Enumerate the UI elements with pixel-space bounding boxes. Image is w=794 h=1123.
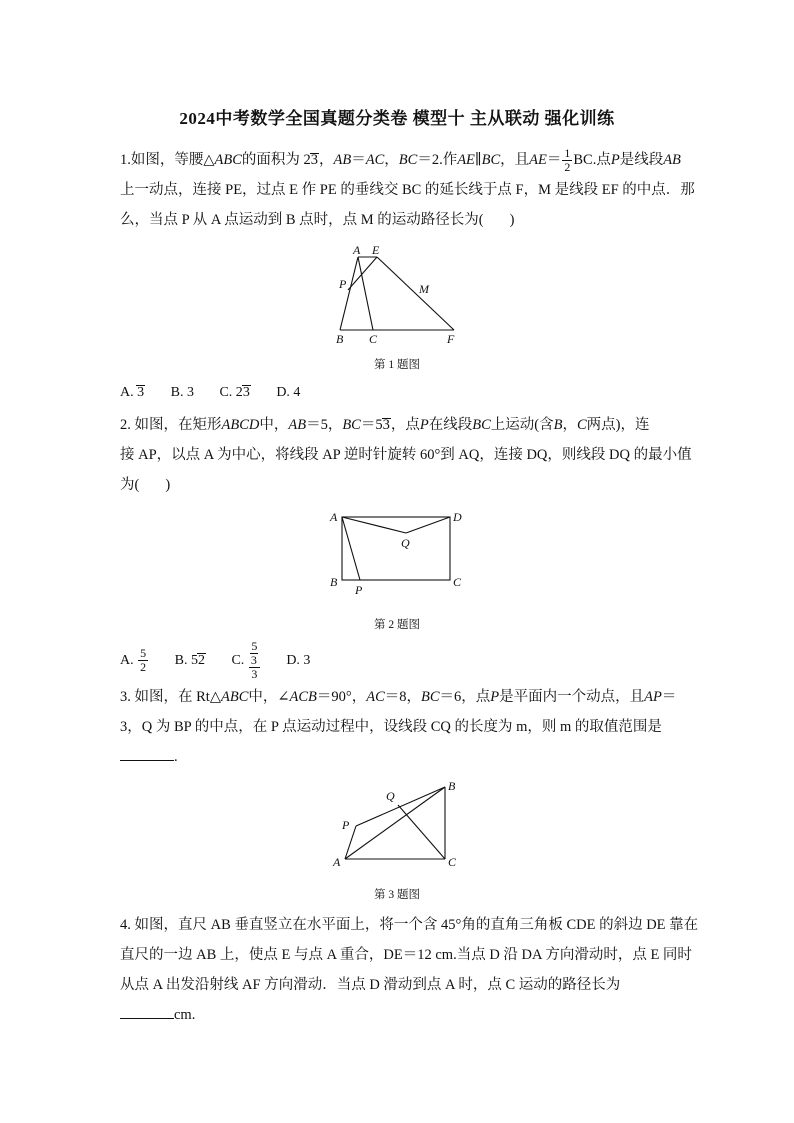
q3-label-A: A (333, 855, 341, 869)
q2-caption: 第 2 题图 (374, 619, 420, 631)
q3-line-2: 3，Q 为 BP 的中点，在 P 点运动过程中，设线段 CQ 的长度为 m，则 m 的取值范围是 (120, 719, 662, 735)
q2-label-A: A (330, 510, 338, 524)
q1-line-3: 么，当点 P 从 A 点运动到 B 点时，点 M 的运动路径长为( ) (120, 212, 515, 228)
q2-option-d[interactable]: D. 3 (286, 652, 311, 668)
q1-option-b[interactable]: B. 3 (170, 385, 194, 400)
q3-answer-blank[interactable] (120, 746, 174, 761)
q1-label-M: M (419, 282, 429, 296)
page-title: 2024中考数学全国真题分类卷 模型十 主从联动 强化训练 (179, 109, 615, 128)
q3-line-1: 3. 如图，在 Rt△ABC中，∠ACB＝90°，AC＝8，BC＝6，点P是平面内一个动点，且AP＝ (120, 689, 677, 705)
question-1-text (120, 145, 695, 235)
q1-option-a[interactable]: A. 3 (120, 385, 145, 400)
q1-option-c[interactable]: C. 23 (219, 385, 250, 400)
q2-option-a[interactable]: A. $\frac{5}{2}$ (120, 646, 147, 674)
q1-label-A: A (353, 243, 361, 257)
q1-option-d[interactable]: D. 4 (276, 385, 301, 400)
q3-caption: 第 3 题图 (374, 889, 420, 901)
q4-line-2: 直尺的一边 AB 上，使点 E 与点 A 重合，DE＝12 cm.当点 D 沿 DA 方向滑动时，点 E 同时 (120, 947, 692, 963)
q3-line-3: . (120, 742, 676, 772)
q4-answer-blank[interactable] (120, 1004, 174, 1019)
q3-label-C: C (448, 855, 457, 869)
q1-label-F: F (447, 332, 455, 346)
q2-label-D: D (453, 510, 462, 524)
q2-options (120, 640, 332, 681)
q1-label-C: C (369, 332, 378, 346)
q1-line-1: 1.如图，等腰△ABC的面积为 23，AB＝AC，BC＝2.作AE∥BC，且AE＝ $\frac{1}{2}$ BC.点P是线段AB (120, 146, 681, 175)
q3-label-P: P (342, 818, 350, 832)
question-4-text (120, 910, 699, 1030)
q4-line-3: 从点 A 出发沿射线 AF 方向滑动．当点 D 滑动到点 A 时，点 C 运动的路径长为 (120, 977, 621, 993)
q1-label-P: P (339, 277, 347, 291)
question-3-text (120, 682, 676, 772)
q2-label-P: P (355, 583, 363, 597)
q1-label-E: E (372, 243, 380, 257)
q1-line-2: 上一动点，连接 PE，过点 E 作 PE 的垂线交 BC 的延长线于点 F，M 是线段 EF 的中点．那 (120, 182, 695, 198)
q3-label-B: B (448, 779, 456, 793)
q3-label-Q: Q (386, 789, 395, 803)
q4-line-4: cm. (120, 1000, 676, 1030)
question-2-text (120, 410, 692, 500)
q4-line-1: 4. 如图，直尺 AB 垂直竖立在水平面上，将一个含 45°角的直角三角板 CDE 的斜边 DE 靠在 (120, 917, 699, 933)
q1-options (120, 385, 322, 401)
q1-caption: 第 1 题图 (374, 359, 420, 371)
q2-option-b[interactable]: B. 52 (174, 652, 205, 668)
q1-label-B: B (336, 332, 344, 346)
q2-line-1: 2. 如图，在矩形ABCD中，AB＝5，BC＝53，点P在线段BC上运动(含B，C两点)，连 (120, 417, 650, 433)
q2-label-Q: Q (401, 536, 410, 550)
q2-label-B: B (330, 575, 338, 589)
q2-option-c[interactable]: C. 5 3 3 (231, 653, 260, 668)
q2-label-C: C (453, 575, 462, 589)
q2-line-2: 接 AP，以点 A 为中心，将线段 AP 逆时针旋转 60°到 AQ，连接 DQ，则线段 DQ 的最小值 (120, 447, 692, 463)
q2-line-3: 为( ) (120, 477, 171, 493)
fraction-one-half: $\frac{1}{2}$ (564, 146, 571, 175)
